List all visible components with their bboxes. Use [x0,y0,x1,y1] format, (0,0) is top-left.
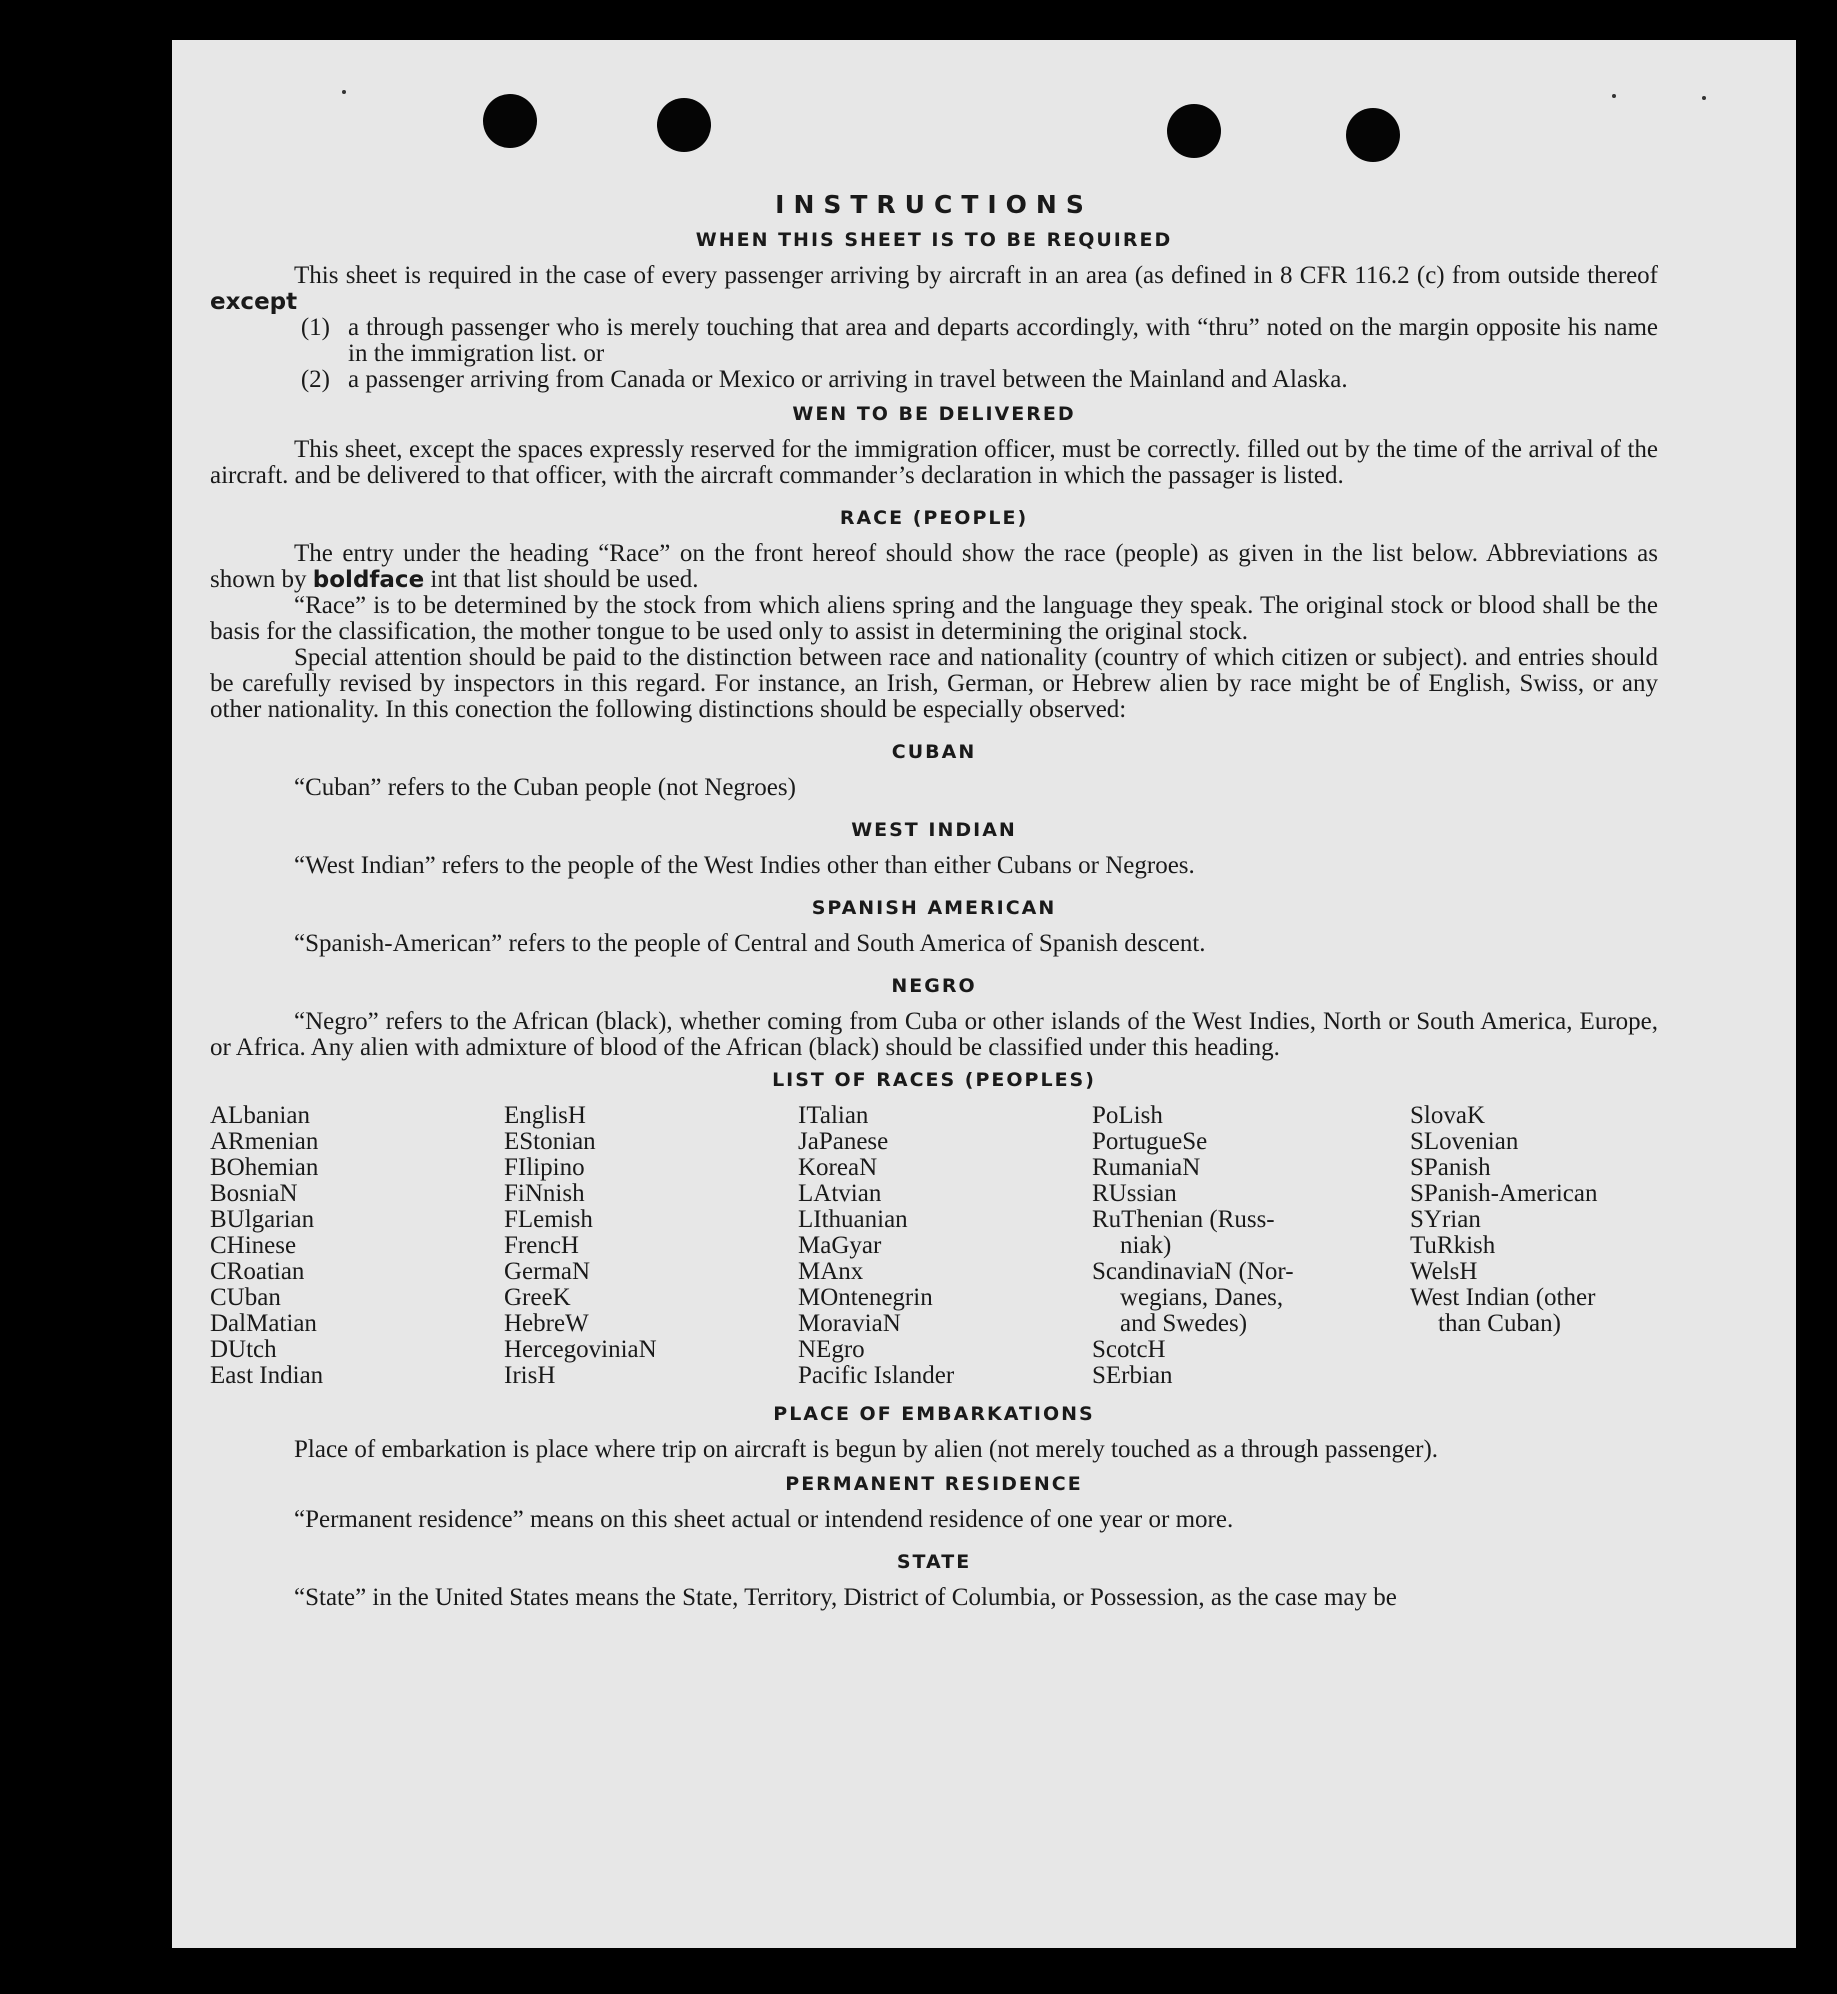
exception-item-1 [210,315,1658,367]
race-entry: NEgro [798,1336,865,1363]
race-entry: DalMatian [210,1310,317,1337]
race-entry: PoLish [1092,1102,1163,1129]
punch-hole-4 [1346,108,1400,162]
race-entry: IrisH [504,1362,556,1389]
race-entry: SPanish [1410,1154,1491,1181]
when-delivered-text: This sheet, except the spaces expressly reserved for the immigration officer, must be correctly. filled out by the time of the arrival of the aircraft. and be delivered to that officer, with the aircraft commander’s declaration in which the passager is listed. [210,436,1658,489]
race-entry: ALbanian [210,1102,310,1129]
race-entry: West Indian (other [1410,1284,1596,1311]
heading-cuban: CUBAN [891,741,977,763]
residence-text: “Permanent residence” means on this sheet actual or intendend residence of one year or more. [294,1506,1234,1533]
race-entry: RUssian [1092,1180,1177,1207]
race-entry: than Cuban) [1438,1310,1561,1337]
race-entry: BOhemian [210,1154,319,1181]
heading-embarkation: PLACE OF EMBARKATIONS [773,1403,1095,1425]
race-entry: MOntenegrin [798,1284,933,1311]
race-entry: GreeK [504,1284,571,1311]
state-text: “State” in the United States means the State, Territory, District of Columbia, or Possession, as the case may be [294,1584,1397,1611]
race-entry: TuRkish [1410,1232,1496,1259]
race-entry: CUban [210,1284,281,1311]
race-entry: East Indian [210,1362,324,1389]
race-column-5 [1410,1103,1658,1389]
race-entry: BUlgarian [210,1206,315,1233]
heading-west-indian: WEST INDIAN [851,819,1017,841]
race-p1-text-b: int that list should be used. [430,566,699,593]
west-indian-text: “West Indian” refers to the people of the West Indies other than either Cubans or Negroes. [294,852,1195,879]
race-entry: Pacific Islander [798,1362,955,1389]
race-entry: SPanish-American [1410,1180,1598,1207]
punch-hole-2 [657,98,711,152]
race-entry: BosniaN [210,1180,298,1207]
heading-race: RACE (PEOPLE) [839,507,1029,529]
race-entry: FIlipino [504,1154,585,1181]
race-entry: SlovaK [1410,1102,1485,1129]
race-entry: SErbian [1092,1362,1173,1389]
heading-when-required: WHEN THIS SHEET IS TO BE REQUIRED [695,229,1173,251]
race-entry: ScandinaviaN (Nor- [1092,1258,1294,1285]
heading-when-delivered: WEN TO BE DELIVERED [792,403,1076,425]
negro-text: “Negro” refers to the African (black), whether coming from Cuba or other islands of the West Indies, North or South America, Europe, or Africa. Any alien with admixture of blood of the African (black) should be classified under this heading. [210,1008,1658,1061]
race-paragraph-3: Special attention should be paid to the distinction between race and nationality (country of which citizen or subject). and entries should be carefully revised by inspectors in this regard. For instance, an Irish, German, or Hebrew alien by race might be of English, Swiss, or any other nationality. In this conection the following distinctions should be especially observed: [210,644,1658,723]
race-entry: MAnx [798,1258,864,1285]
race-entry: wegians, Danes, [1120,1284,1284,1311]
heading-state: STATE [896,1551,972,1573]
race-entry: FiNnish [504,1180,585,1207]
race-entry: and Swedes) [1120,1310,1248,1337]
punch-hole-3 [1167,104,1221,158]
race-entry: DUtch [210,1336,277,1363]
race-column-1 [210,1103,504,1389]
exception-number: (2) [300,366,330,393]
race-entry: ITalian [798,1102,869,1129]
race-entry: HercegoviniaN [504,1336,657,1363]
spanish-american-text: “Spanish-American” refers to the people of Central and South America of Spanish descent. [294,930,1206,957]
document-page [172,40,1796,1948]
race-column-2 [504,1103,798,1389]
race-entry: FLemish [504,1206,593,1233]
race-entry: JaPanese [798,1128,889,1155]
exception-number: (1) [300,314,330,341]
race-column-4 [1092,1103,1410,1389]
race-entry: SLovenian [1410,1128,1519,1155]
race-entry: CHinese [210,1232,297,1259]
race-entry: niak) [1120,1232,1172,1259]
speck [342,90,346,94]
heading-negro: NEGRO [891,975,977,997]
when-required-except: except [210,289,298,315]
race-entry: SYrian [1410,1206,1481,1233]
race-entry: EStonian [504,1128,596,1155]
race-paragraph-2: “Race” is to be determined by the stock from which aliens spring and the language they speak. The original stock or blood shall be the basis for the classification, the mother tongue to be used only to assist in determining the original stock. [210,592,1658,645]
race-p1-text-a: The entry under the heading “Race” on the front hereof should show the race (people) as given in the list below. Abbreviations as shown by [210,540,1658,593]
exception-item-2 [210,367,1658,393]
race-entry: GermaN [504,1258,591,1285]
page-title: INSTRUCTIONS [775,190,1093,219]
race-entry: LIthuanian [798,1206,908,1233]
race-entry: PortugueSe [1092,1128,1208,1155]
race-entry: FrencH [504,1232,579,1259]
speck [1612,94,1616,98]
exception-text: a through passenger who is merely touching that area and departs accordingly, with “thru” noted on the margin opposite his name in the immigration list. or [348,314,1658,367]
exception-text: a passenger arriving from Canada or Mexico or arriving in travel between the Mainland and Alaska. [348,366,1348,393]
race-p1-boldface: boldface [312,567,425,593]
race-column-3 [798,1103,1092,1389]
race-entry: MoraviaN [798,1310,901,1337]
cuban-text: “Cuban” refers to the Cuban people (not Negroes) [294,774,796,801]
race-entry: HebreW [504,1310,589,1337]
race-entry: CRoatian [210,1258,305,1285]
race-entry: ScotcH [1092,1336,1166,1363]
punch-hole-1 [483,94,537,148]
heading-permanent-residence: PERMANENT RESIDENCE [785,1473,1083,1495]
race-entry: MaGyar [798,1232,882,1259]
race-entry: KoreaN [798,1154,878,1181]
race-entry: RuThenian (Russ- [1092,1206,1275,1233]
race-entry: ARmenian [210,1128,319,1155]
when-required-intro-text: This sheet is required in the case of every passenger arriving by aircraft in an area (as defined in 8 CFR 116.2 (c) from outside thereof [294,262,1658,289]
race-entry: LAtvian [798,1180,882,1207]
instructions-content [210,180,1658,1611]
embarkation-text: Place of embarkation is place where trip on aircraft is begun by alien (not merely touched as a through passenger). [294,1436,1439,1463]
heading-spanish-american: SPANISH AMERICAN [811,897,1057,919]
when-required-intro [210,263,1658,315]
race-entry: WelsH [1410,1258,1478,1285]
race-paragraph-1 [210,541,1658,593]
race-list [210,1103,1658,1389]
speck [1702,96,1706,100]
heading-list-of-races: LIST OF RACES (PEOPLES) [772,1069,1096,1091]
race-entry: RumaniaN [1092,1154,1201,1181]
race-entry: EnglisH [504,1102,586,1129]
